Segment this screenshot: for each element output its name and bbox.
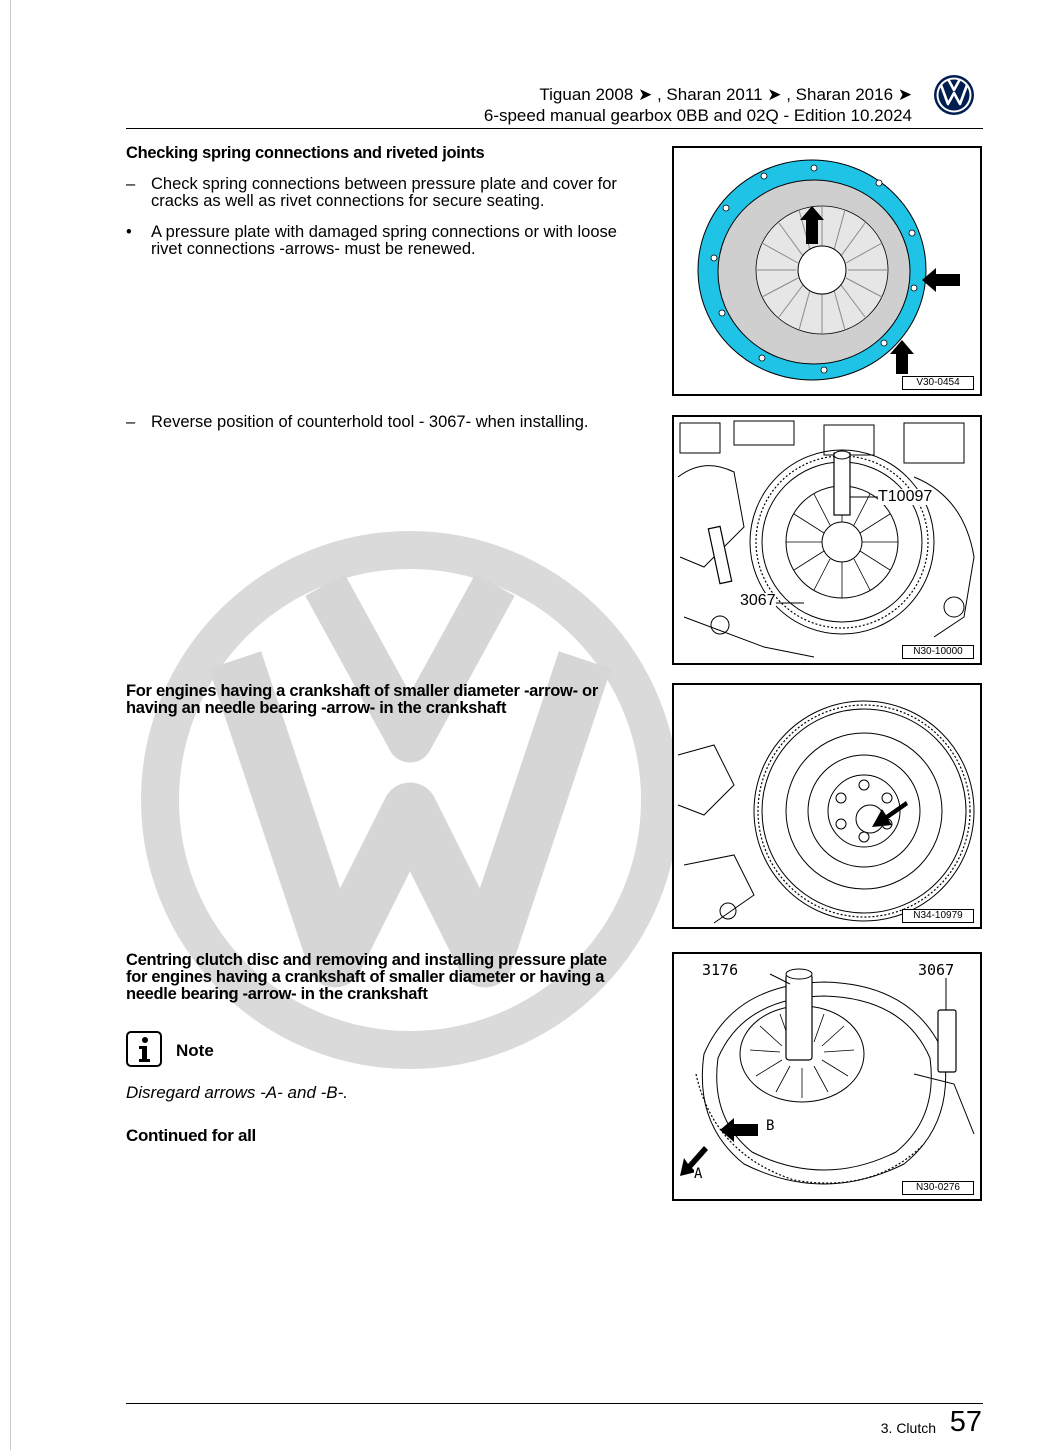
figure-pressure-plate xyxy=(672,146,982,396)
step-text: Reverse position of counterhold tool - 3067- when installing. xyxy=(151,413,589,431)
pressure-plate-drawing xyxy=(674,148,980,394)
vw-logo-icon xyxy=(932,73,976,117)
heading-centring-line2: for engines having a crankshaft of smaller diameter or having a xyxy=(126,968,605,986)
marker-b: B xyxy=(766,1118,775,1134)
heading-small-crankshaft-line2: having an needle bearing -arrow- in the crankshaft xyxy=(126,699,507,717)
footer-section: 3. Clutch xyxy=(880,1420,936,1436)
callout-3067: 3067 xyxy=(740,592,776,609)
header-models: Tiguan 2008 ➤ , Sharan 2011 ➤ , Sharan 2016 ➤ xyxy=(539,85,912,104)
figure-counterhold-tool xyxy=(672,415,982,665)
figure-label: N30-0276 xyxy=(902,1181,974,1195)
heading-checking-spring: Checking spring connections and riveted joints xyxy=(126,144,485,162)
info-renew-plate xyxy=(126,224,646,258)
heading-small-crankshaft-line1: For engines having a crankshaft of smaller diameter -arrow- or xyxy=(126,682,598,700)
figure-label: N30-10000 xyxy=(902,645,974,659)
figure-label: N34-10979 xyxy=(902,909,974,923)
continued-for-all: Continued for all xyxy=(126,1126,256,1145)
info-text: A pressure plate with damaged spring connections or with loose rivet connections -arrows- must be renewed. xyxy=(151,223,617,258)
heading-centring-line1: Centring clutch disc and removing and installing pressure plate xyxy=(126,951,607,969)
heading-centring-line3: needle bearing -arrow- in the crankshaft xyxy=(126,985,428,1003)
note-body: Disregard arrows -A- and -B-. xyxy=(126,1083,349,1102)
step-reverse-counterhold xyxy=(126,414,646,431)
step-text: Check spring connections between pressure plate and cover for cracks as well as rivet connections for secure seating. xyxy=(151,175,617,210)
note-title: Note xyxy=(176,1041,214,1060)
header-edition: 6-speed manual gearbox 0BB and 02Q - Edition 10.2024 xyxy=(483,106,912,125)
centring-drawing xyxy=(674,954,980,1199)
bullet-marker: • xyxy=(126,223,132,241)
info-icon xyxy=(126,1031,162,1067)
callout-t10097: T10097 xyxy=(878,488,933,505)
figure-crankshaft-needle-bearing xyxy=(672,683,982,929)
callout-3067: 3067 xyxy=(918,961,955,979)
figure-centring-clutch-disc xyxy=(672,952,982,1201)
dash-marker: – xyxy=(126,413,136,431)
figure-label: V30-0454 xyxy=(902,376,974,390)
page-edge xyxy=(0,0,11,1450)
flywheel-drawing xyxy=(674,685,980,927)
page-number: 57 xyxy=(949,1406,982,1438)
dash-marker: – xyxy=(126,175,136,193)
step-check-springs xyxy=(126,176,646,210)
counterhold-drawing xyxy=(674,417,980,663)
callout-3176: 3176 xyxy=(702,961,739,979)
footer-rule xyxy=(126,1403,983,1404)
header-rule xyxy=(126,128,983,129)
marker-a: A xyxy=(694,1166,703,1182)
